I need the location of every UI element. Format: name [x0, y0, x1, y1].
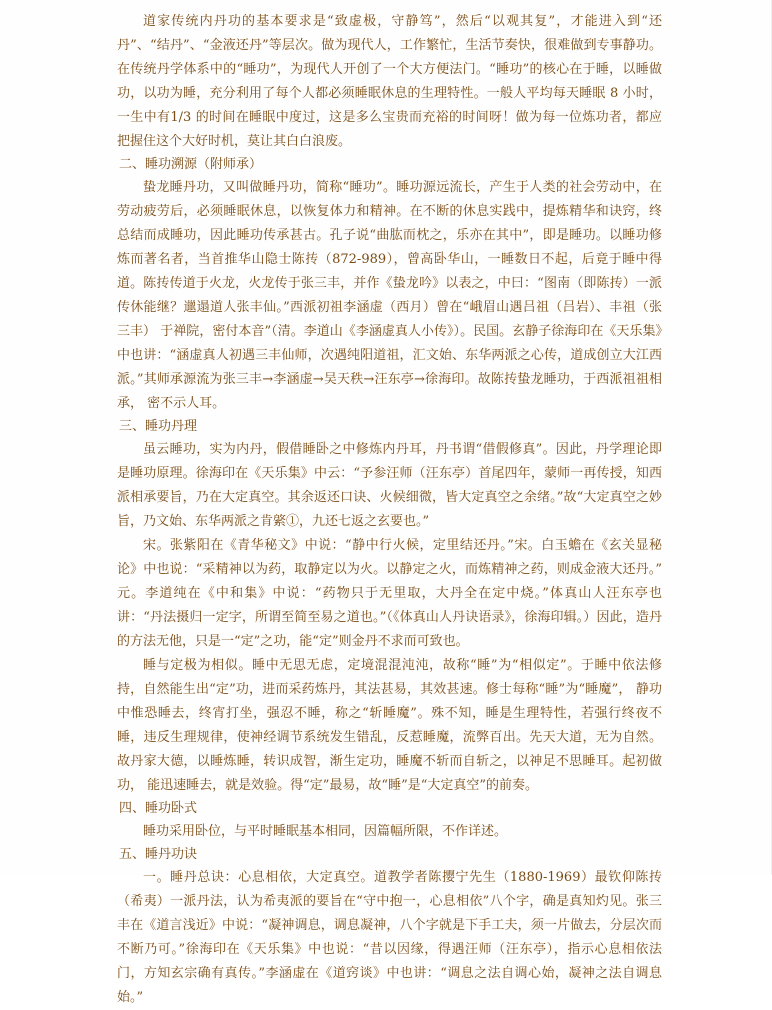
section4-paragraph: 睡功采用卧位，与平时睡眠基本相同，因篇幅所限，不作详述。 [143, 824, 508, 839]
section-heading-sleep-formula: 五、睡丹功诀 [119, 847, 198, 862]
section3-paragraph-1: 虽云睡功，实为内丹，假借睡卧之中修炼内丹耳，丹书谓“借假修真”。因此，丹学理论即是睡功原理。徐海印在《天乐集》中云：“予参汪师（汪东亭）首尾四年，蒙师一再传授，知西派相承要旨，乃在大定真空。其余返还口诀、火候细微，皆大定真空之余绪。”故“大定真空之妙旨，乃文始、东华两派之肯綮①，九还七返之玄要也。” [117, 442, 662, 529]
section-heading-sleep-origin: 二、睡功溯源（附师承） [119, 157, 263, 172]
section-heading-sleep-theory: 三、睡功丹理 [119, 419, 198, 434]
section3-paragraph-2: 宋。张紫阳在《青华秘文》中说：“静中行火候，定里结还丹。”宋。白玉蟾在《玄关显秘论》中也说：“采精神以为药，取静定以为火。以静定之火，而炼精神之药，则成金液大还丹。” 元。李道纯在《中和集》中说：“药物只于无里取，大丹全在定中烧。”体真山人汪东亭也讲：“丹法摄归一定字，所谓至简至易之道也。”（《体真山人丹诀语录》，徐海印辑。）因此，造丹的方法无他，只是一“定”之功，能“定”则金丹不求而可致也。 [117, 538, 662, 649]
section2-paragraph: 蛰龙睡丹功，又叫做睡丹功，简称“睡功”。睡功源远流长，产生于人类的社会劳动中，在劳动疲劳后，必须睡眠休息，以恢复体力和精神。在不断的休息实践中，提炼精华和诀窍，终总结而成睡功，因此睡功传承甚古。孔子说“曲肱而枕之，乐亦在其中”，即是睡功。以睡功修炼而著名者，当首推华山隐士陈抟（872-989），曾高卧华山，一睡数日不起，后竟于睡中得道。陈抟传道于火龙，火龙传于张三丰，并作《蛰龙吟》以表之，中曰：“图南（即陈抟）一派传休能继？邋遢道人张丰仙。”西派初祖李涵虚（西月）曾在“峨眉山遇吕祖（吕岩）、丰祖（张三丰） 于禅院，密付本音”（清。李道山《李涵虚真人小传》）。民国。玄静子徐海印在《天乐集》中也讲：“涵虚真人初遇三丰仙师，次遇纯阳道祖，汇文始、东华两派之心传，道成创立大江西派。”其师承源流为张三丰→李涵虚→吴天秩→汪东亭→徐海印。故陈抟蛰龙睡功，于西派祖祖相承， 密不示人耳。 [117, 180, 662, 411]
document-body [117, 10, 662, 1010]
section3-paragraph-3: 睡与定极为相似。睡中无思无虑，定境混混沌沌，故称“睡”为“相似定”。于睡中依法修持，自然能生出“定”功，进而采药炼丹，其法甚易，其效甚速。修士每称“睡”为“睡魔”， 静功中惟恐睡去，终宵打坐，强忍不睡，称之“斩睡魔”。殊不知，睡是生理特性，若强行终夜不睡，违反生理规律，使神经调节系统发生错乱，反惹睡魔，流弊百出。先天大道，无为自然。故丹家大德，以睡炼睡，转识成智，渐生定功，睡魔不斩而自斩之，以神足不思睡耳。起初做功， 能迅速睡去，就是效验。得“定”最易，故“睡”是“大定真空”的前奏。 [117, 658, 662, 793]
section-heading-sleep-posture: 四、睡功卧式 [119, 801, 198, 816]
section5-paragraph: 一。睡丹总诀：心息相依，大定真空。道教学者陈撄宁先生（1880-1969）最钦仰陈抟（希夷）一派丹法，认为希夷派的要旨在“守中抱一，心息相依”八个字，确是真知灼见。张三丰在《道言浅近》中说：“凝神调息，调息凝神，八个字就是下手工夫，须一片做去，分层次而不断乃可。”徐海印在《天乐集》中也说：“昔以因缘，得遇汪师（汪东亭），指示心息相依法门，方知玄宗确有真传。”李涵虚在《道窍谈》中也讲：“调息之法自调心始，凝神之法自调息始。” [117, 870, 662, 1005]
intro-paragraph: 道家传统内丹功的基本要求是“致虚极，守静笃”，然后“以观其复”，才能进入到“还丹”、“结丹”、“金液还丹”等层次。做为现代人，工作繁忙，生活节奏快，很难做到专事静功。在传统丹学体系中的“睡功”，为现代人开创了一个大方便法门。“睡功”的核心在于睡，以睡做功，以功为睡，充分利用了每个人都必须睡眠休息的生理特性。一般人平均每天睡眠 8 小时，一生中有1/3 的时间在睡眠中度过，这是多么宝贵而充裕的时间呀！做为每一位炼功者，都应把握住这个大好时机，莫让其白白浪废。 [117, 14, 662, 149]
